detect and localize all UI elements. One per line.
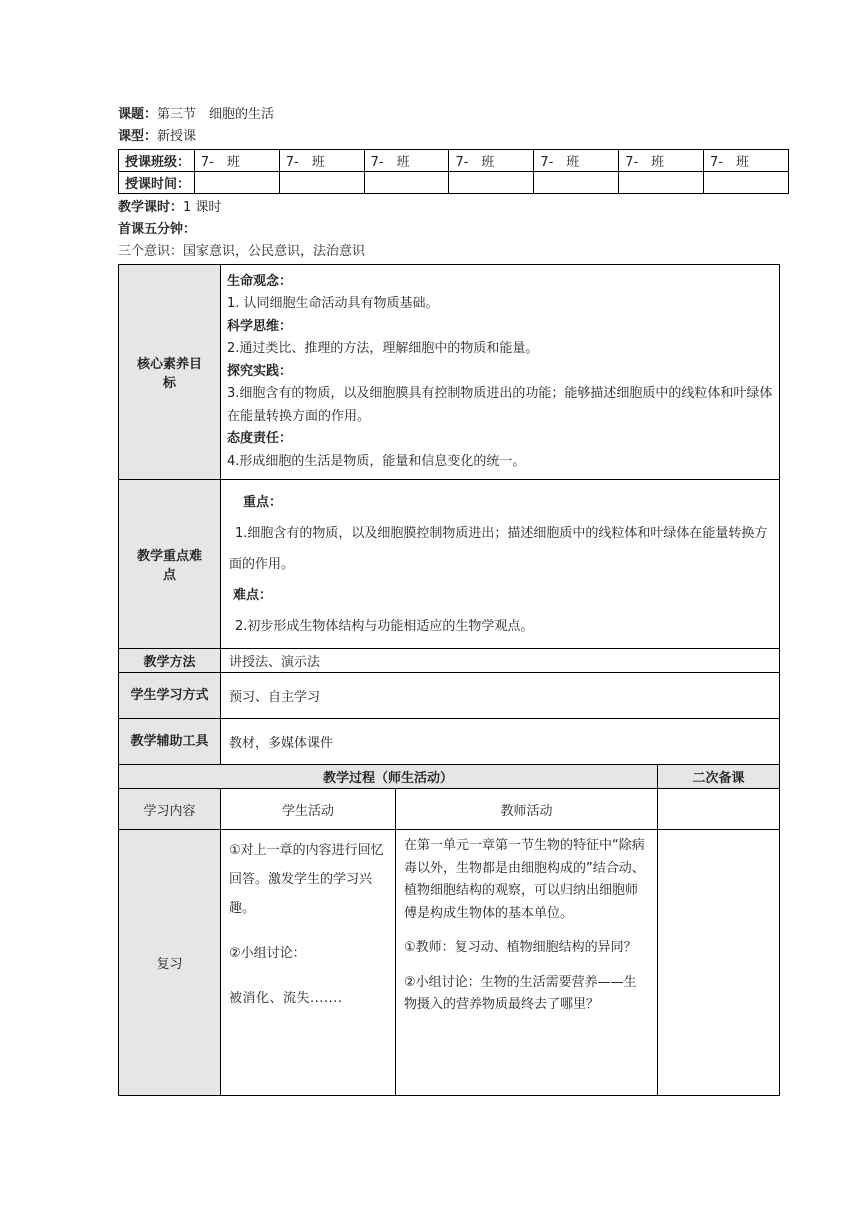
col-content-header: 学习内容 xyxy=(119,789,221,830)
second-prep-cell xyxy=(658,830,780,1096)
student-item: 被消化、流失....... xyxy=(229,991,343,1006)
method-label: 教学方法 xyxy=(119,649,221,673)
teacher-item: ②小组讨论：生物的生活需要营养——生物摄入的营养物质最终去了哪里？ xyxy=(404,974,637,1012)
core-label: 核心素养目标 xyxy=(119,265,221,480)
time-label: 授课时间： xyxy=(119,172,195,194)
class-cell: 7- 班 xyxy=(279,150,364,172)
time-cell xyxy=(364,172,449,194)
time-cell xyxy=(704,172,789,194)
awareness-line: 三个意识：国家意识，公民意识，法治意识 xyxy=(118,244,366,259)
method-value: 讲授法、演示法 xyxy=(221,649,780,673)
time-cell xyxy=(449,172,534,194)
class-label: 授课班级： xyxy=(119,150,195,172)
teacher-activity xyxy=(396,830,658,1096)
core-content xyxy=(221,265,780,480)
second-prep-title: 二次备课 xyxy=(658,765,780,789)
core-title: 态度责任： xyxy=(227,431,293,447)
type-label: 课型： xyxy=(118,129,158,144)
tools-value: 教材，多媒体课件 xyxy=(221,719,780,765)
teacher-item: 在第一单元一章第一节生物的特征中“除病毒以外，生物都是由细胞构成的”结合动、植物细胞结构的观察，可以归纳出细胞师傅是构成生物体的基本单位。 xyxy=(404,838,645,921)
process-columns-row xyxy=(119,789,780,830)
focus-text: 1.细胞含有的物质，以及细胞膜控制物质进出；描述细胞质中的线粒体和叶绿体在能量转换方面的作用。 xyxy=(229,525,768,572)
topic-line xyxy=(118,106,274,124)
core-row xyxy=(119,265,780,480)
process-header-row xyxy=(119,765,780,789)
study-row xyxy=(119,673,780,719)
method-row xyxy=(119,649,780,673)
review-row xyxy=(119,830,780,1096)
lesson-plan-table xyxy=(118,264,780,1096)
time-cell xyxy=(279,172,364,194)
class-cell: 7- 班 xyxy=(364,150,449,172)
study-label: 学生学习方式 xyxy=(119,673,221,719)
class-cell: 7- 班 xyxy=(449,150,534,172)
keypoints-row xyxy=(119,480,780,649)
first5-label: 首课五分钟： xyxy=(118,222,197,237)
core-text: 3.细胞含有的物质，以及细胞膜具有控制物质进出的功能；能够描述细胞质中的线粒体和叶绿体在能量转换方面的作用。 xyxy=(227,386,773,424)
student-item: ①对上一章的内容进行回忆回答。激发学生的学习兴趣。 xyxy=(229,843,384,916)
class-cell: 7- 班 xyxy=(704,150,789,172)
topic-value: 第三节 细胞的生活 xyxy=(157,107,275,122)
focus-title: 重点： xyxy=(243,494,283,510)
difficulty-text: 2.初步形成生物体结构与功能相适应的生物学观点。 xyxy=(235,618,534,634)
tools-label: 教学辅助工具 xyxy=(119,719,221,765)
student-item: ②小组讨论： xyxy=(229,946,306,961)
type-line xyxy=(118,128,196,146)
tools-row xyxy=(119,719,780,765)
core-title: 探究实践： xyxy=(227,363,293,379)
process-title: 教学过程（师生活动） xyxy=(119,765,658,789)
time-cell xyxy=(619,172,704,194)
core-text: 1. 认同细胞生命活动具有物质基础。 xyxy=(227,296,439,312)
schedule-table xyxy=(118,149,789,194)
type-value: 新授课 xyxy=(157,129,197,144)
core-text: 2.通过类比、推理的方法，理解细胞中的物质和能量。 xyxy=(227,341,539,357)
keypoints-label: 教学重点难点 xyxy=(119,480,221,649)
time-row xyxy=(119,172,789,194)
core-text: 4.形成细胞的生活是物质，能量和信息变化的统一。 xyxy=(227,453,526,469)
class-row xyxy=(119,150,789,172)
student-activity xyxy=(221,830,396,1096)
teacher-item: ①教师：复习动、植物细胞结构的异同？ xyxy=(404,940,637,955)
review-label: 复习 xyxy=(119,830,221,1096)
core-title: 科学思维： xyxy=(227,318,293,334)
hours-value: 1 课时 xyxy=(183,200,222,215)
keypoints-content xyxy=(221,480,780,649)
class-cell: 7- 班 xyxy=(194,150,279,172)
col-teacher-header: 教师活动 xyxy=(396,789,658,830)
hours-line xyxy=(118,199,221,217)
study-value: 预习、自主学习 xyxy=(221,673,780,719)
difficulty-title: 难点： xyxy=(233,587,273,603)
core-title: 生命观念： xyxy=(227,273,293,289)
hours-label: 教学课时： xyxy=(118,200,184,215)
time-cell xyxy=(194,172,279,194)
second-prep-cell xyxy=(658,789,780,830)
time-cell xyxy=(534,172,619,194)
class-cell: 7- 班 xyxy=(534,150,619,172)
class-cell: 7- 班 xyxy=(619,150,704,172)
topic-label: 课题： xyxy=(118,107,158,122)
col-student-header: 学生活动 xyxy=(221,789,396,830)
